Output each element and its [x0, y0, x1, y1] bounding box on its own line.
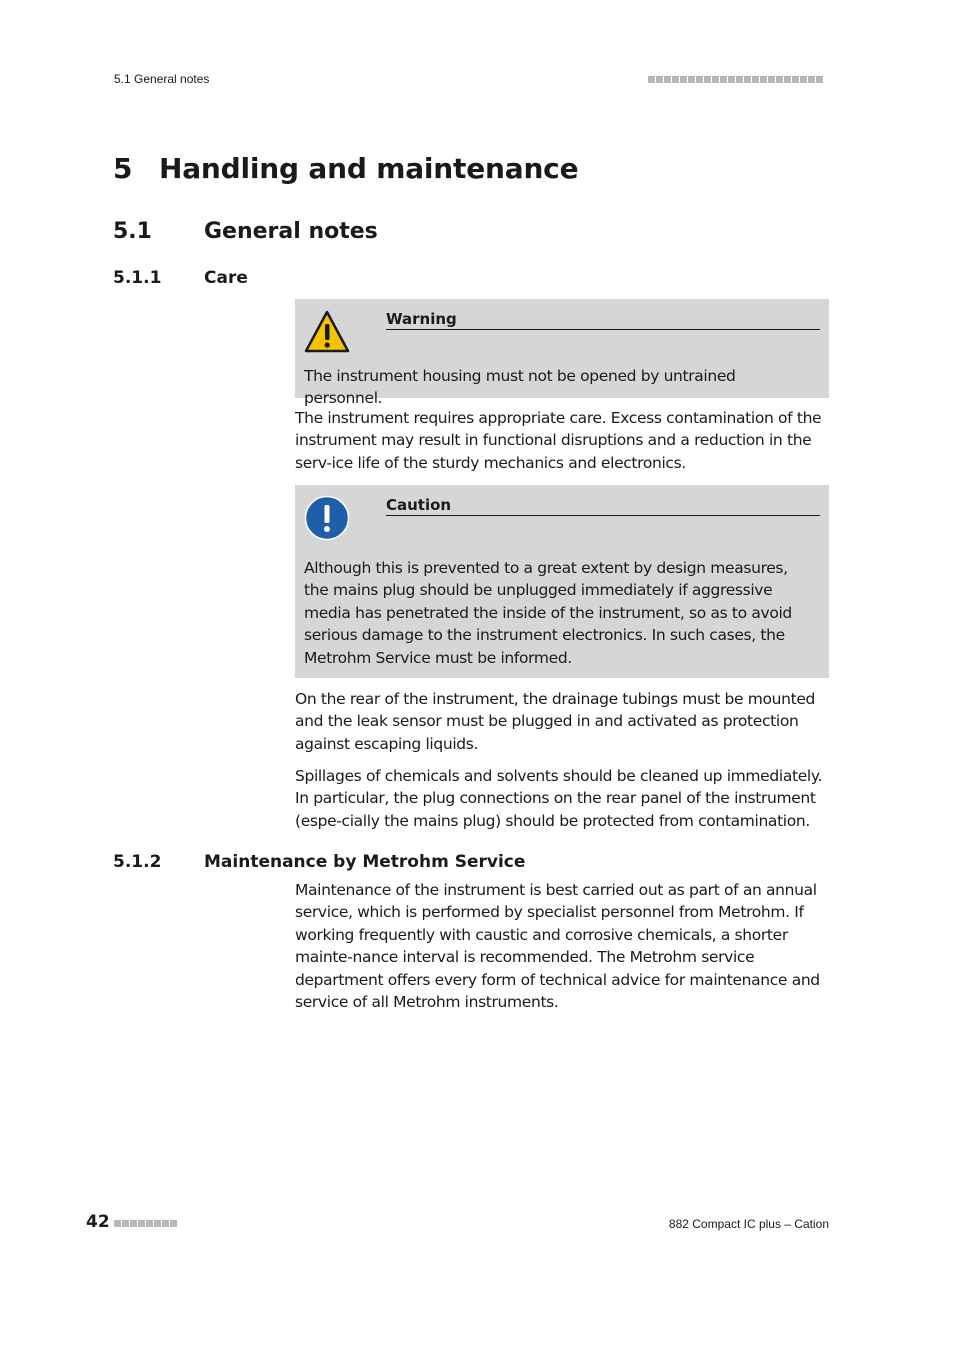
decoration-square	[138, 1220, 145, 1227]
decoration-square	[808, 76, 815, 83]
decoration-square	[130, 1220, 137, 1227]
decoration-square	[162, 1220, 169, 1227]
running-header: 5.1 General notes	[114, 72, 210, 86]
chapter-number: 5	[113, 152, 133, 185]
care-paragraph-3: Spillages of chemicals and solvents should be cleaned up immediately. In particular, the plug connections on the rear panel of the instrument (espe-cially the mains plug) should be protected from contamination.	[295, 767, 823, 830]
decoration-square	[680, 76, 687, 83]
section-heading-5-1	[113, 219, 378, 244]
decoration-square	[776, 76, 783, 83]
warning-title: Warning	[386, 310, 820, 330]
caution-icon	[304, 495, 350, 541]
decoration-square	[170, 1220, 177, 1227]
decoration-square	[800, 76, 807, 83]
decoration-square	[704, 76, 711, 83]
decoration-square	[672, 76, 679, 83]
section-heading-5-1-1	[113, 268, 248, 288]
section-title: Care	[204, 268, 248, 288]
decoration-square	[744, 76, 751, 83]
maintenance-paragraph: Maintenance of the instrument is best carried out as part of an annual service, which is performed by specialist personnel from Metrohm. If working frequently with caustic and corrosive chemicals, a shorter mainte-nance interval is recommended. The Metrohm service department offers every form of technical advice for maintenance and service of all Metrohm instruments.	[295, 881, 820, 1012]
warning-box	[295, 299, 829, 408]
header-decoration	[648, 76, 823, 83]
decoration-square	[688, 76, 695, 83]
decoration-square	[664, 76, 671, 83]
page-number: 42	[86, 1212, 110, 1232]
chapter-title-text: Handling and maintenance	[159, 152, 579, 185]
caution-title: Caution	[386, 496, 820, 516]
footer-decoration	[114, 1220, 177, 1227]
care-paragraph-2: On the rear of the instrument, the drainage tubings must be mounted and the leak sensor must be plugged in and activated as protection against escaping liquids.	[295, 690, 816, 753]
caution-box	[295, 485, 829, 678]
section-title: General notes	[204, 219, 378, 244]
decoration-square	[696, 76, 703, 83]
decoration-square	[784, 76, 791, 83]
decoration-square	[768, 76, 775, 83]
decoration-square	[760, 76, 767, 83]
care-paragraph-1: The instrument requires appropriate care. Excess contamination of the instrument may result in functional disruptions and a reduction in the serv-ice life of the sturdy mechanics and electronics.	[295, 409, 822, 472]
decoration-square	[752, 76, 759, 83]
caution-text: Although this is prevented to a great extent by design measures, the mains plug should be unplugged immediately if aggressive media has penetrated the inside of the instrument, so as to avoid serious damage to the instrument electronics. In such cases, the Metrohm Service must be informed.	[304, 559, 792, 667]
decoration-square	[656, 76, 663, 83]
section-number: 5.1.1	[113, 268, 162, 288]
decoration-square	[122, 1220, 129, 1227]
section-heading-5-1-2	[113, 852, 525, 872]
chapter-title	[113, 152, 578, 185]
decoration-square	[154, 1220, 161, 1227]
decoration-square	[720, 76, 727, 83]
decoration-square	[816, 76, 823, 83]
decoration-square	[728, 76, 735, 83]
decoration-square	[712, 76, 719, 83]
section-number: 5.1	[113, 219, 152, 244]
decoration-square	[114, 1220, 121, 1227]
decoration-square	[792, 76, 799, 83]
warning-icon	[304, 309, 350, 355]
decoration-square	[146, 1220, 153, 1227]
section-number: 5.1.2	[113, 852, 162, 872]
decoration-square	[648, 76, 655, 83]
decoration-square	[736, 76, 743, 83]
section-title: Maintenance by Metrohm Service	[204, 852, 526, 872]
warning-text: The instrument housing must not be opened by untrained personnel.	[304, 367, 736, 408]
footer-product: 882 Compact IC plus – Cation	[668, 1217, 829, 1231]
